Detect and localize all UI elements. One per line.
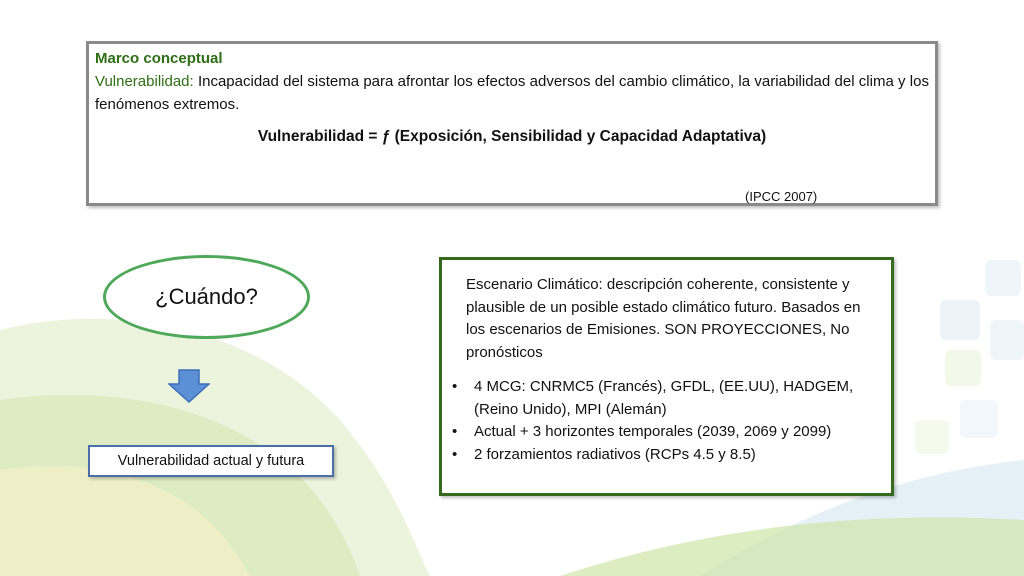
when-question-text: ¿Cuándo?: [155, 284, 258, 309]
definition-text: Incapacidad del sistema para afrontar los efectos adversos del cambio climático, la variabilidad del clima y los fenómenos extremos.: [95, 73, 929, 113]
vulnerability-result-text: Vulnerabilidad actual y futura: [117, 453, 305, 469]
list-item: [450, 376, 881, 421]
bullet-text: 4 MCG: CNRMC5 (Francés), GFDL, (EE.UU), HADGEM, (Reino Unido), MPI (Alemán): [474, 378, 854, 418]
bullet-icon: •: [452, 445, 458, 463]
vulnerability-definition: [95, 70, 929, 116]
arrow-down-icon: [168, 369, 210, 403]
when-question-ellipse: [103, 255, 310, 339]
conceptual-framework-box: [86, 41, 938, 206]
definition-term: Vulnerabilidad:: [95, 73, 194, 90]
scenario-bullet-list: [450, 376, 881, 466]
vulnerability-formula: Vulnerabilidad = ƒ (Exposición, Sensibilidad y Capacidad Adaptativa): [257, 128, 767, 145]
list-item: [450, 444, 881, 467]
bullet-icon: •: [452, 378, 458, 395]
bullet-text: 2 forzamientos radiativos (RCPs 4.5 y 8.5): [474, 445, 756, 463]
scenario-intro: Escenario Climático: descripción coherente, consistente y plausible de un posible estado climático futuro. Basados en los escenarios de Emisiones. SON PROYECCIONES, No pronósticos: [466, 276, 861, 361]
citation: (IPCC 2007): [745, 189, 818, 204]
bullet-text: Actual + 3 horizontes temporales (2039, 2069 y 2099): [474, 423, 832, 440]
framework-heading: Marco conceptual: [95, 50, 223, 67]
climate-scenario-box: [439, 257, 894, 496]
bullet-icon: •: [452, 423, 458, 440]
vulnerability-result-label: [88, 445, 334, 477]
list-item: [450, 421, 881, 444]
